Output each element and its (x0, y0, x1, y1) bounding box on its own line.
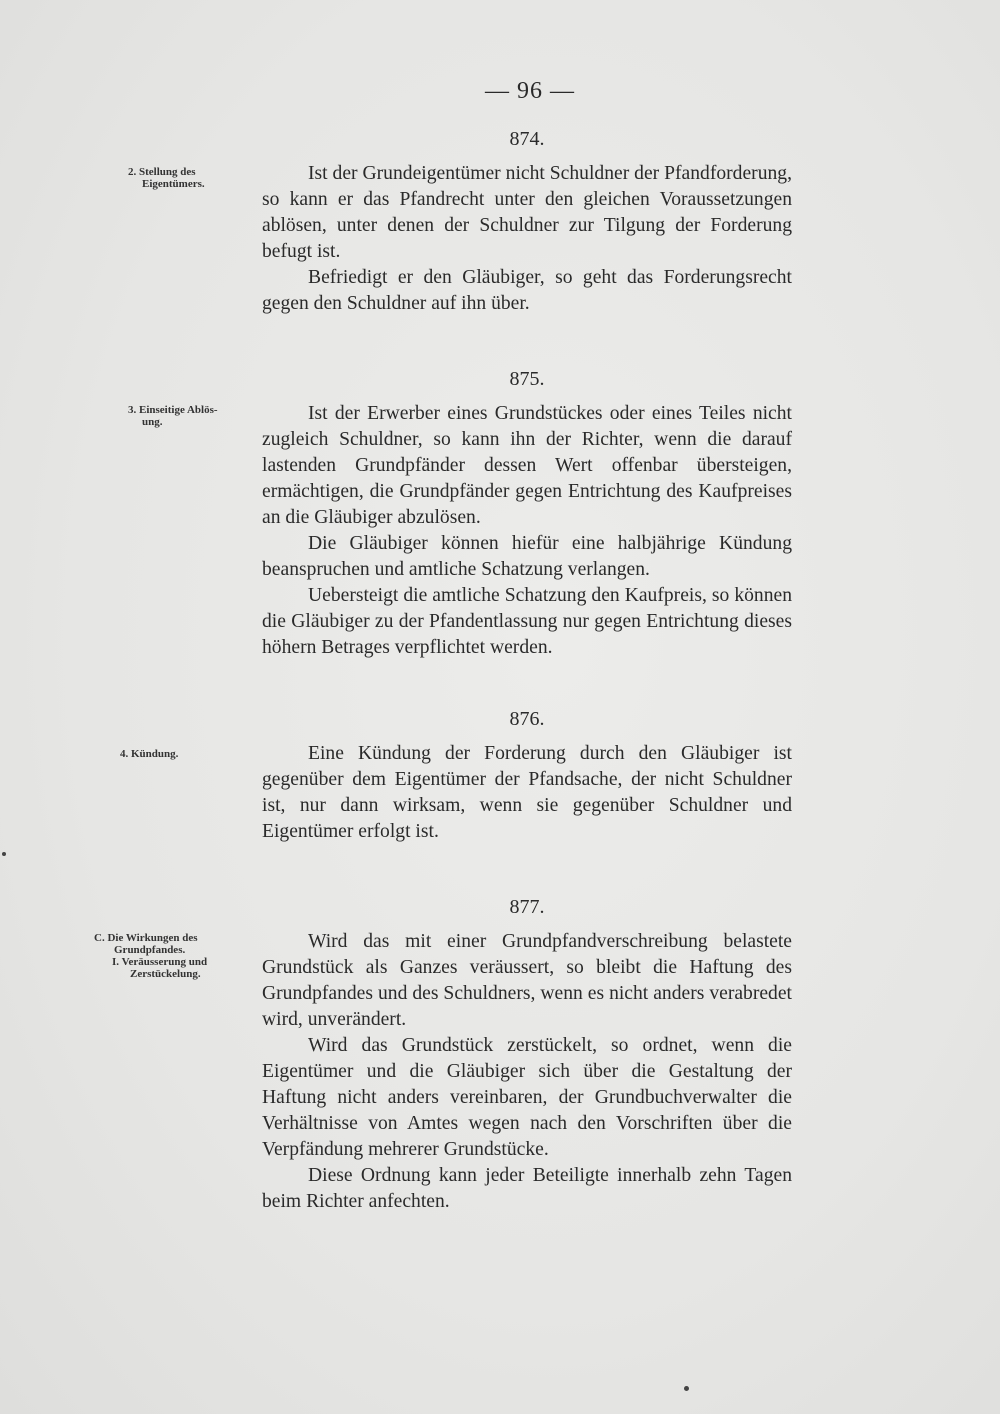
margin-note-line: 3. Einseitige Ablös- (128, 404, 218, 416)
article-876 (262, 708, 792, 845)
paragraph: Die Gläubiger können hiefür eine halbjährige Kündung beanspruchen und amtliche Schatzung verlangen. (262, 533, 792, 580)
page-number: — 96 — (485, 78, 575, 104)
margin-note-875 (128, 404, 254, 428)
article-number: 875. (509, 368, 545, 390)
margin-note-877 (94, 932, 250, 980)
margin-note-line: Zerstückelung. (130, 968, 201, 980)
paragraph: Eine Kündung der Forderung durch den Gläubiger ist gegenüber dem Eigentümer der Pfandsache, der nicht Schuldner ist, nur dann wirksam, wenn sie gegenüber Schuldner und Eigentümer erfolgt ist. (262, 743, 792, 842)
paragraph: Wird das Grundstück zerstückelt, so ordnet, wenn die Eigentümer und die Gläubiger sich über die Gestaltung der Haftung nicht anders vereinbaren, der Grundbuchverwalter die Verhältnisse von Amtes wegen nach den Vorschriften über die Verpfändung mehrerer Grundstücke. (262, 1035, 792, 1160)
paragraph: Wird das mit einer Grundpfandverschreibung belastete Grundstück als Ganzes veräussert, so bleibt die Haftung des Grundpfandes und des Schuldners, wenn es nicht anders verabredet wird, unverändert. (262, 931, 792, 1030)
article-874 (262, 128, 792, 317)
print-speck (2, 852, 6, 856)
article-877 (262, 896, 792, 1215)
paragraph: Ist der Grundeigentümer nicht Schuldner der Pfandforderung, so kann er das Pfandrecht unter den gleichen Voraussetzungen ablösen, unter denen der Schuldner zur Tilgung der Forderung befugt ist. (262, 163, 792, 262)
margin-note-876 (120, 748, 246, 760)
paragraph: Ist der Erwerber eines Grundstückes oder eines Teiles nicht zugleich Schuldner, so kann ihn der Richter, wenn die darauf lastenden Grundpfänder dessen Wert offenbar übersteigen, ermächtigen, die Grundpfänder gegen Entrichtung des Kaufpreises an die Gläubiger abzulösen. (262, 403, 792, 528)
margin-note-line: Eigentümers. (142, 178, 205, 190)
margin-note-line: 4. Kündung. (120, 748, 179, 760)
margin-note-line: ung. (142, 416, 163, 428)
margin-note-line: C. Die Wirkungen des (94, 932, 198, 944)
margin-note-line: I. Veräusserung und (112, 956, 208, 968)
paragraph: Uebersteigt die amtliche Schatzung den Kaufpreis, so können die Gläubiger zu der Pfandentlassung nur gegen Entrichtung dieses höhern Betrages verpflichtet werden. (262, 585, 792, 658)
margin-note-874 (128, 166, 254, 190)
article-number: 876. (509, 708, 545, 730)
article-number: 877. (509, 896, 545, 918)
print-speck (684, 1386, 689, 1391)
article-875 (262, 368, 792, 661)
article-number: 874. (509, 128, 545, 150)
margin-note-line: 2. Stellung des (128, 166, 196, 178)
margin-note-line: Grundpfandes. (114, 944, 186, 956)
paragraph: Diese Ordnung kann jeder Beteiligte innerhalb zehn Tagen beim Richter anfechten. (262, 1165, 792, 1212)
paragraph: Befriedigt er den Gläubiger, so geht das Forderungsrecht gegen den Schuldner auf ihn über. (262, 267, 792, 314)
